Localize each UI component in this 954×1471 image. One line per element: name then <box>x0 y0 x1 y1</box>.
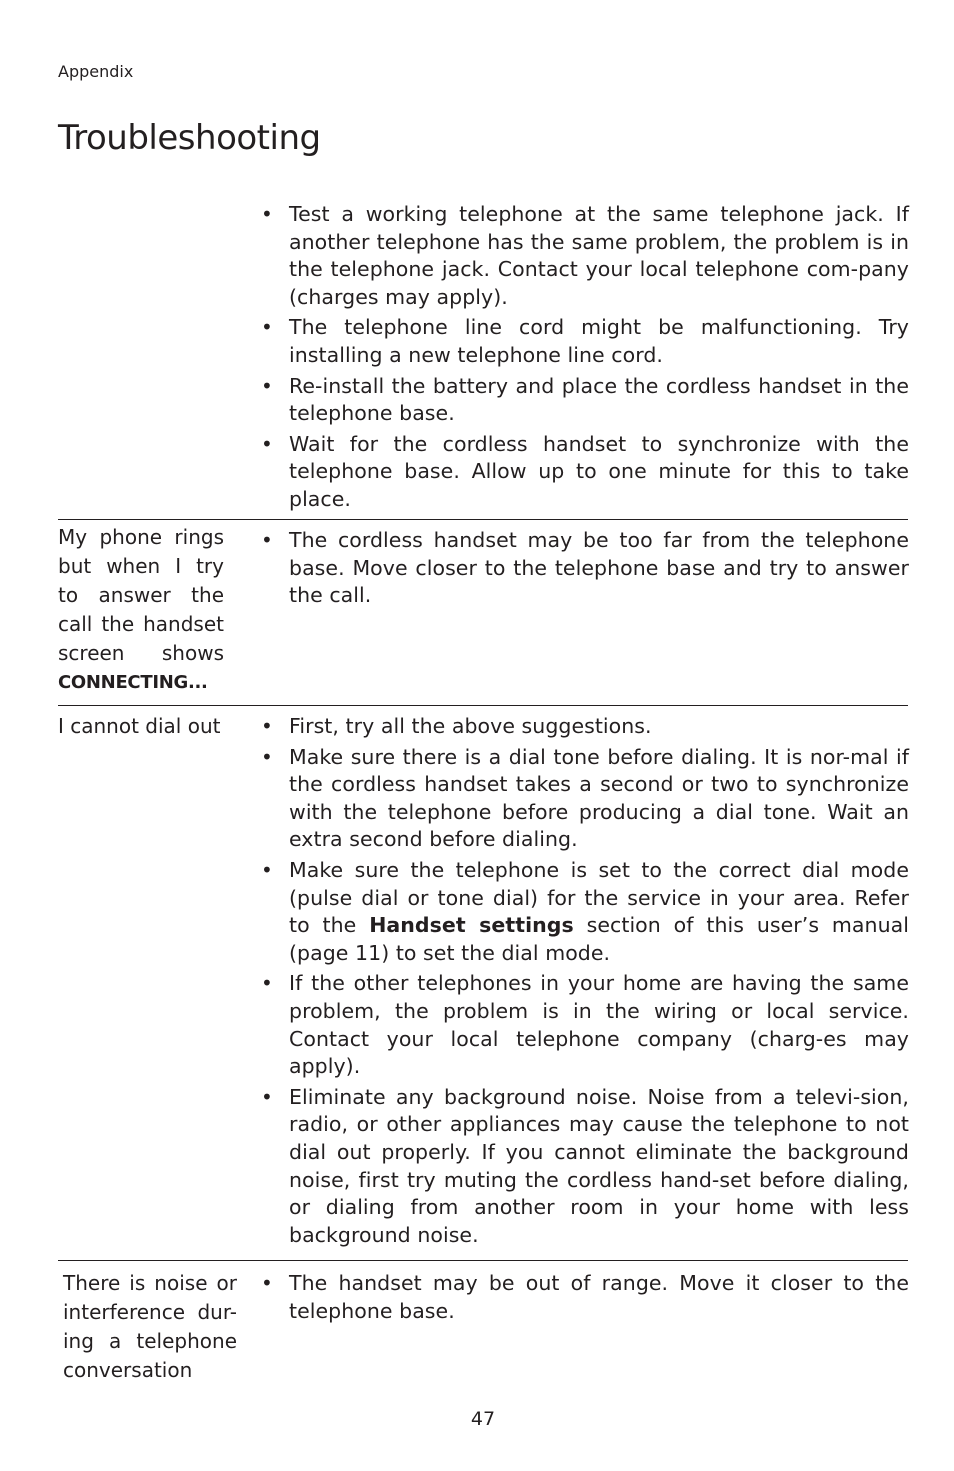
list-item: • Re-install the battery and place the cordless handset in the telephone base. <box>261 373 909 426</box>
issue-description <box>63 1269 237 1385</box>
list-item: • The cordless handset may be too far from the telephone base. Move closer to the telephone base and try to answer the call. <box>261 528 909 608</box>
solution-list <box>258 201 909 517</box>
list-item: • Eliminate any background noise. Noise from a televi-sion, radio, or other appliances may cause the telephone to not dial out properly. If you cannot eliminate the background noise, first try muting the cordless hand-set before dialing, or dialing from another room in your home with less background noise. <box>261 1084 909 1247</box>
row-divider <box>58 1260 908 1261</box>
row-divider <box>58 519 908 520</box>
bullet-icon: • <box>261 714 273 738</box>
issue-description: I cannot dial out <box>58 714 221 738</box>
bullet-icon: • <box>261 315 273 340</box>
issue-line: My phone rings <box>58 525 224 549</box>
bullet-icon: • <box>261 1084 273 1109</box>
bullet-icon: • <box>261 373 273 398</box>
bullet-icon: • <box>261 202 273 226</box>
solution-list <box>258 1270 909 1328</box>
issue-line: call the handset <box>58 612 224 636</box>
list-item: • If the other telephones in your home are having the same problem, the problem is in the wiring or local service. Contact your local telephone company (charg-es may apply). <box>261 971 909 1079</box>
issue-description <box>58 523 224 697</box>
list-item: • The telephone line cord might be malfunctioning. Try installing a new telephone line cord. <box>261 315 909 367</box>
bullet-icon: • <box>261 744 273 769</box>
issue-line: interference dur- <box>63 1300 237 1324</box>
page-number: 47 <box>470 1408 496 1430</box>
row-divider <box>58 705 908 706</box>
screen-message: CONNECTING... <box>58 672 208 693</box>
list-item: • Make sure the telephone is set to the correct dial mode (pulse dial or tone dial) for the service in your area. Refer to the Handset settings section of this user’s manual (page 11) to set the dial mode. <box>261 857 909 965</box>
bullet-icon: • <box>261 431 273 456</box>
list-item: • The handset may be out of range. Move it closer to the telephone base. <box>261 1271 909 1323</box>
list-item: • Wait for the cordless handset to synchronize with the telephone base. Allow up to one minute for this to take place. <box>261 431 909 511</box>
issue-line: There is noise or <box>63 1271 237 1295</box>
section-header: Appendix <box>58 62 134 81</box>
list-item: • Make sure there is a dial tone before dialing. It is nor-mal if the cordless handset takes a second or two to synchronize with the telephone before producing a dial tone. Wait an extra second before dialing. <box>261 744 909 852</box>
issue-line: to answer the <box>58 583 224 607</box>
bullet-icon: • <box>261 971 273 996</box>
solution-list <box>258 527 909 613</box>
bullet-icon: • <box>261 1271 273 1295</box>
issue-line: screen shows <box>58 641 224 665</box>
solution-list <box>258 713 909 1252</box>
issue-line: conversation <box>63 1358 193 1382</box>
page-title: Troubleshooting <box>58 118 321 158</box>
bullet-icon: • <box>261 528 273 552</box>
list-item: • Test a working telephone at the same telephone jack. If another telephone has the same problem, the problem is in the telephone jack. Contact your local telephone com-pany (charges may apply). <box>261 202 909 309</box>
issue-line: but when I try <box>58 554 224 578</box>
handset-settings-reference: Handset settings <box>369 913 574 938</box>
list-item: • First, try all the above suggestions. <box>258 713 909 741</box>
bullet-icon: • <box>261 857 273 882</box>
issue-line: ing a telephone <box>63 1329 237 1353</box>
